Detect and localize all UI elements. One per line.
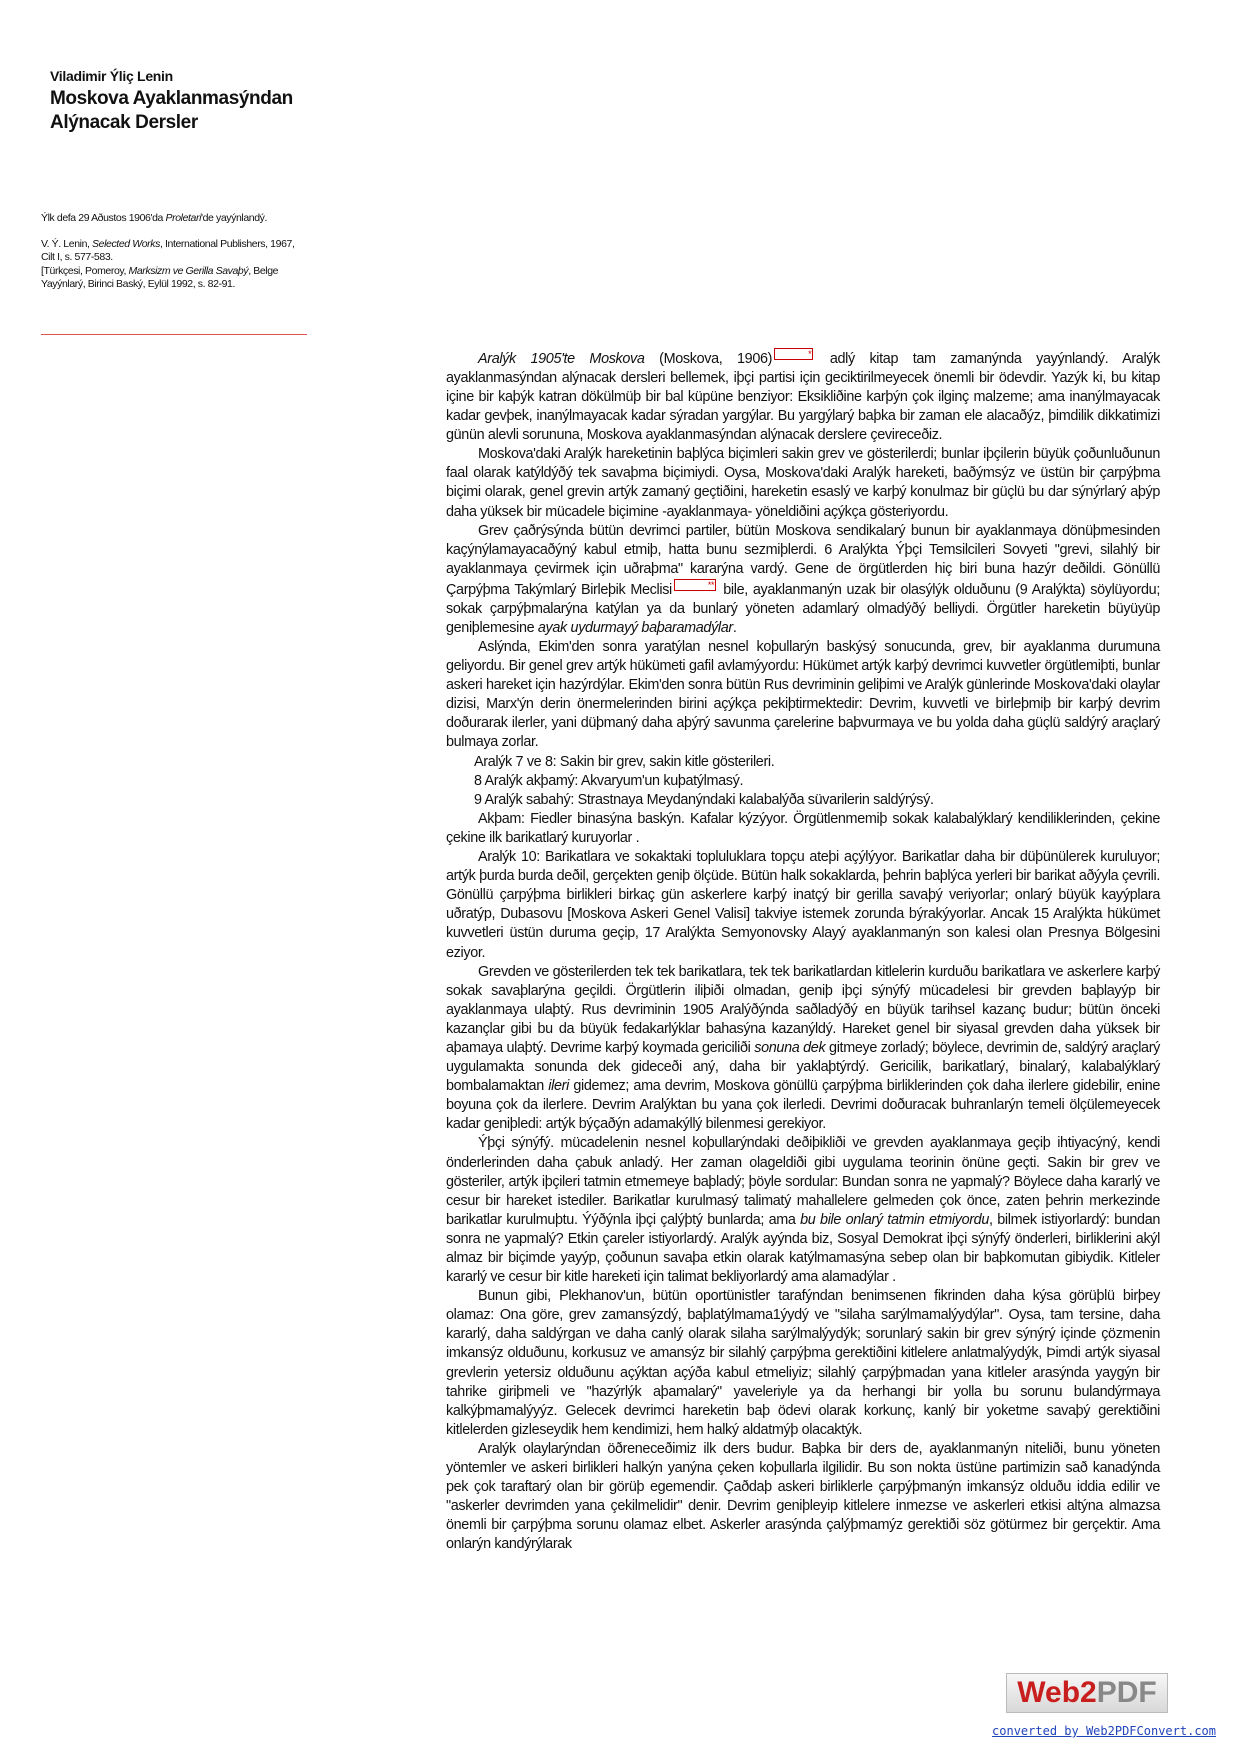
date-entry-1: Aralýk 7 ve 8: Sakin bir grev, sakin kitle gösterileri. [474,753,775,770]
logo-pdf: PDF [1096,1676,1157,1709]
paragraph-5-text-a: Grevden ve gösterilerden tek tek barikatlara, tek tek barikatlardan kitlelerin kurduðu barikatlara ve askerlere karþý sokak savaþlarýna geçildi. Örgütlerin iliþiði olmadan, geniþ iþçi sýnýfý mücadelesi bir grevden baþlayýp bir ayaklanmaya ulaþtý. Rus devriminin 1905 Aralýðýnda saðladýðý en büyük tarihsel kazanç budur; bütün önceki kazançlar gibi bu da büyük fedakarlýklar bahasýna kazanýldý. Hareket genel bir siyasal grevden daha yüksek bir aþamaya ulaþtý. Devrime karþý koymada gericiliði [446,963,1160,1056]
web2pdf-logo[interactable] [1006,1673,1168,1713]
footnote-link-1[interactable]: * [774,348,813,360]
paragraph-1-text: adlý kitap tam zamanýnda yayýnlandý. Aralýk ayaklanmasýndan alýnacak dersleri bellemek, iþçi partisi için geciktirilmeyecek önemli bir ödevdir. Yazýk ki, bu kitap içine bir kaþýk katran dökülmüþ bir bal küpüne benziyor: Eksikliðine karþýn çok ilginç malzeme; ama inanýlmayacak kadar gevþek, inanýlmayacak kadar sýradan yargýlar. Bu yargýlarý baþka bir zaman ele alacaðýz, þimdilik dikkatimizi günün alevli sorununa, Moskova ayaklanmasýndan alýnacak derslere çevireceðiz. [446,350,1160,444]
book-title: Aralýk 1905'te Moskova [478,350,645,367]
converted-by-link[interactable]: converted by Web2PDFConvert.com [992,1724,1216,1738]
journal-name: Proletari [165,212,201,224]
red-divider [41,334,307,335]
first-published-suffix: 'de yayýnlandý. [201,212,268,224]
paragraph-2: Moskova'daki Aralýk hareketinin baþlýca biçimleri sakin grev ve gösterilerdi; bunlar iþçilerin büyük çoðunluðunun faal olarak katýldýðý tek savaþma biçimiydi. Oysa, Moskova'daki Aralýk hareketi, baðýmsýz ve üstün bir çarpýþma biçimi olarak, genel grevin artýk zamaný geçtiðini, hareketin esaslý ve karþý konulmaz bir güçlü bu dar sýnýrlarý aþýp daha yüksek bir mücadele biçimine -ayaklanmaya- yöneldiðini açýkça gösteriyordu. [446,446,1160,520]
paragraph-3-end: . [732,619,737,636]
paragraph-5-text-b: gitmeye zorladý; böylece, devrimin de, saldýrý araçlarý uygulamakta sonunda dek gideceði aný, daha bir yaklaþtýrdý. Gericilik, barikatlarý, binalarý, kalabalýklarý bombalamaktan [446,1039,1160,1095]
date-entry-5: Aralýk 10: Barikatlara ve sokaktaki topluluklara topçu ateþi açýlýyor. Barikatlar daha bir düþünülerek kuruluyor; artýk þurda burda deðil, gerçekten geniþ ölçüde. Bütün halk sokaklarda, þehrin baþlýca yerleri bir barikat aðýyla çevrili. Gönüllü çarpýþma birlikleri birkaç gün askerlere karþý inatçý bir gerilla savaþý veriyorlar; onlarý büyük kayýplara uðratýp, Dubasovu [Moskova Askeri Genel Valisi] takviye istemek zorunda býrakýyorlar. Ancak 15 Aralýkta hükümet kuvvetleri üstün duruma geçip, 17 Aralýkta Semyonovsky Alayý ayaklanmanýn son kalesi olan Presnya Bölgesini eziyor. [446,849,1160,961]
turkish-suffix: , Belge Yayýnlarý, Birinci Baský, Eylül 1992, s. 82-91. [41,264,279,291]
first-published-note [41,212,309,226]
source-suffix: , International Publishers, 1967, Cilt I, s. 577-583. [41,237,295,264]
paragraph-3 [446,522,1160,638]
paragraph-5-text-c: gidemez; ama devrim, Moskova gönüllü çarpýþma birliklerinden çok daha ilerlere gidebilir, enine boyuna çok da ilerlere. Devrim Aralýktan bu yana çok ilerledi. Devrimi doðuracak buhranlarýn temeli ölçülemeyecek kadar geniþledi: artýk býçaðýn adamakýllý bilenmesi gerekiyor. [446,1078,1160,1133]
date-entry-4: Akþam: Fiedler binasýna baskýn. Kafalar kýzýyor. Örgütlenmemiþ sokak kalabalýklarý kendiliklerinden, çekine çekine ilk barikatlarý kuruyorlar . [446,810,1160,846]
paragraph-6-emphasis: bu bile onlarý tatmin etmiyordu [800,1211,989,1228]
date-entry-3: 9 Aralýk sabahý: Strastnaya Meydanýndaki kalabalýða süvarilerin saldýrýsý. [474,791,934,808]
turkish-work: Marksizm ve Gerilla Savaþý [128,264,249,277]
paragraph-6-text-b: , bilmek istiyorlardý: bundan sonra ne yapmalý? Etkin çareler istiyorlardý. Aralýk ayýnda biz, Sosyal Demokrat iþçi sýnýfý önderleri, birliklerini akýl almaz bir biçimde yayýp, çoðunun savaþa etkin olarak katýlmamasýna sebep olan bir baþkomutan gibiydik. Kitleler kararlý ve cesur bir kitle hareketi için talimat bekliyorlardý ama alamadýlar . [446,1211,1161,1286]
paragraph-5-emphasis-2: ileri [548,1078,569,1095]
publication-info [41,212,309,304]
footnote-link-2[interactable]: ** [674,579,716,591]
paragraph-7: Bunun gibi, Plekhanov'un, bütün oportünistler tarafýndan benimsenen fikrinden daha kýsa görüþlü birþey olamaz: Ona göre, grev zamansýzdý, baþlatýlmama1ýydý ve "silaha sarýlmamalýydýlar". Oysa, tam tersine, daha kararlý, daha saldýrgan ve daha canlý olarak silaha sarýlmalýydýk; sorunlarý sakin bir grev sýnýrý içinde çözmenin imkansýz olduðunu, korkusuz ve amansýz bir silahlý çarpýþma gerektiðini kitlelere anlatmalýydýk, Þimdi artýk siyasal grevlerin yetersiz olduðunu açýktan açýða kabul etmeliyiz; silahlý çarpýþmadan yana kitleler arasýnda yaygýn bir tahrike giriþmeli ve "hazýrlýk aþamalarý" yaveleriyle ya da herhangi bir yolla bu sorunu bulandýrmaya kalkýþmamalýyýz. Gelecek devrimci hareketin baþ ödevi olarak korkunç, kanlý bir yoketme savaþý gerektiðini kitlelerden gizleseydik hem kendimizi, hem halký aldatmýþ olacaktýk. [446,1288,1160,1438]
paragraph-4: Aslýnda, Ekim'den sonra yaratýlan nesnel koþullarýn baskýsý sonucunda, grev, bir ayaklanma durumuna geliyordu. Bir genel grev artýk hükümeti gafil avlamýyordu: Hükümet artýk karþý devrimci kuvvetler örgütlemiþti, bunlar askeri hareket için hazýrdýlar. Ekim'den sonra bütün Rus devriminin geliþimi ve Aralýk günlerinde Moskova'daki olaylar dizisi, Marx'ýn derin önermelerinden birini açýkça pekiþtirmektedir: Devrim, kuvvetli ve birleþmiþ bir karþý devrim doðurarak ilerler, yani düþmaný daha aþýrý savunma çarelerine baþvurmaya ve bu yolda daha güçlü saldýrý araçlarý bulmaya zorlar. [446,639,1160,751]
paragraph-3-emphasis: ayak uydurmayý baþaramadýlar [537,619,733,636]
page-title [50,87,350,135]
paragraph-5-emphasis-1: sonuna dek [754,1039,826,1056]
title-line-1: Moskova Ayaklanmasýndan [50,88,293,109]
source-prefix: V. Ý. Lenin, [41,237,93,250]
title-line-2: Alýnacak Dersler [50,112,198,133]
paragraph-5 [446,963,1160,1135]
logo-two: 2 [1080,1676,1097,1709]
paragraph-6 [446,1134,1160,1287]
paragraph-1 [446,348,1160,445]
paragraph-3-text-a: Grev çaðrýsýnda bütün devrimci partiler, bütün Moskova sendikalarý bunun bir ayaklanmaya dönüþmesinden kaçýnýlamayacaðýný kabul etmiþ, hatta bunu sezmiþlerdi. 6 Aralýkta Ýþçi Temsilcileri Sovyeti "grevi, silahlý bir ayaklanmaya çevirmek için uðraþma" kararýna vardý. Gene de örgütlerden hiç biri buna hazýr deðildi. Gönüllü Çarpýþma Takýmlarý Birleþik Meclisi [446,522,1160,598]
date-entry-2: 8 Aralýk akþamý: Akvaryum'un kuþatýlmasý. [474,772,744,789]
first-published-prefix: Ýlk defa 29 Aðustos 1906'da [41,212,166,224]
source-note [41,238,309,292]
paragraph-6-text-a: Ýþçi sýnýfý. mücadelenin nesnel koþullarýndaki deðiþikliði ve grevden ayaklanmaya geçiþ ihtiyacýný, kendi önderlerinden daha çabuk anladý. Her zaman olageldiði gibi uygulama teorinin önüne geçti. Sakin bir grev ve gösteriler, artýk iþçileri tatmin etmemeye baþladý; þöyle sordular: Bundan sonra ne yapmalý? Böylece daha kararlý ve cesur bir hareket istediler. Barikatlar kurulmasý talimatý mahallelere gelmeden çok önce, zaten þehrin merkezinde barikatlar kurulmuþtu. Ýýðýnla iþçi çalýþtý bunlarda; ama [446,1135,1160,1228]
book-year: (Moskova, 1906) [644,350,773,367]
author-name: Viladimir Ýliç Lenin [50,68,173,84]
source-work: Selected Works [92,237,160,250]
paragraph-8: Aralýk olaylarýndan öðreneceðimiz ilk ders budur. Baþka bir ders de, ayaklanmanýn niteliði, bunu yöneten yöntemler ve askeri birlikleri halkýn yanýna çeken koþullarla ilgilidir. Bu son nokta üstüne partimizin sað kanadýnda pek çok taraftarý olan bir görüþ egemendir. Çaðdaþ askeri birliklerle çarpýþmanýn imkansýz olduðu iddia edilir ve "askerler devrimden yana çekilmelidir" denir. Devrim geniþleyip kitlelere inmezse ve askerleri etkisi altýna almazsa önemli bir çarpýþma sorunu olamaz elbet. Askerler arasýnda çalýþmamýz gerektiði söz götürmez bir gerçektir. Ama onlarýn kandýrýlarak [446,1440,1160,1553]
article-body [446,348,1160,1555]
paragraph-3-text-b: bile, ayaklanmanýn uzak bir olasýlýk olduðunu (9 Aralýkta) söylüyordu; sokak çarpýþmalarýna katýlan ya da bunlarý yöneten adamlarý olmadýðý belliydi. Örgütler hareketin büyüyüp geniþlemesine [446,581,1160,636]
logo-web: Web [1017,1676,1081,1709]
turkish-prefix: [Türkçesi, Pomeroy, [41,264,129,277]
